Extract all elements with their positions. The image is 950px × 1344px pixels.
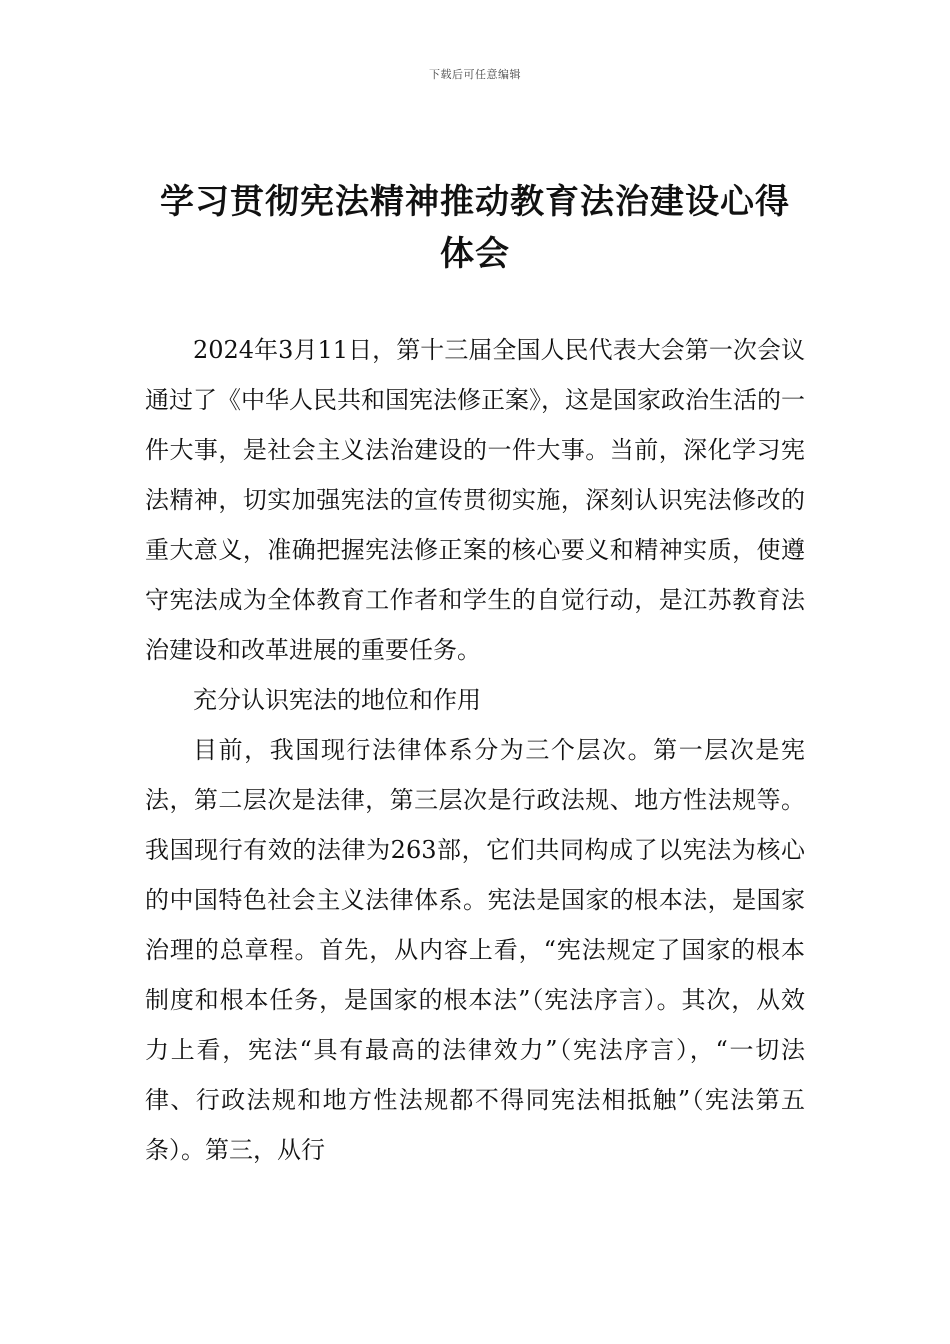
paragraph-intro: 2024年3月11日，第十三届全国人民代表大会第一次会议通过了《中华人民共和国宪法修正案》，这是国家政治生活的一件大事，是社会主义法治建设的一件大事。当前，深化学习宪法精神，切实加强宪法的宣传贯彻实施，深刻认识宪法修改的重大意义，准确把握宪法修正案的核心要义和精神实质，使遵守宪法成为全体教育工作者和学生的自觉行动，是江苏教育法治建设和改革进展的重要任务。 [145, 336, 805, 664]
document-title: 学习贯彻宪法精神推动教育法治建设心得体会 [160, 182, 790, 274]
section-heading: 充分认识宪法的地位和作用 [193, 686, 481, 714]
document-body [145, 325, 805, 1175]
paragraph-legal-system: 目前，我国现行法律体系分为三个层次。第一层次是宪法，第二层次是法律，第三层次是行政法规、地方性法规等。我国现行有效的法律为263部，它们共同构成了以宪法为核心的中国特色社会主义法律体系。宪法是国家的根本法，是国家治理的总章程。首先，从内容上看，“宪法规定了国家的根本制度和根本任务，是国家的根本法”（宪法序言）。其次，从效力上看，宪法“具有最高的法律效力”（宪法序言），“一切法律、行政法规和地方性法规都不得同宪法相抵触”（宪法第五条）。第三，从行 [145, 736, 805, 1164]
page-header-note: 下载后可任意编辑 [429, 68, 521, 81]
